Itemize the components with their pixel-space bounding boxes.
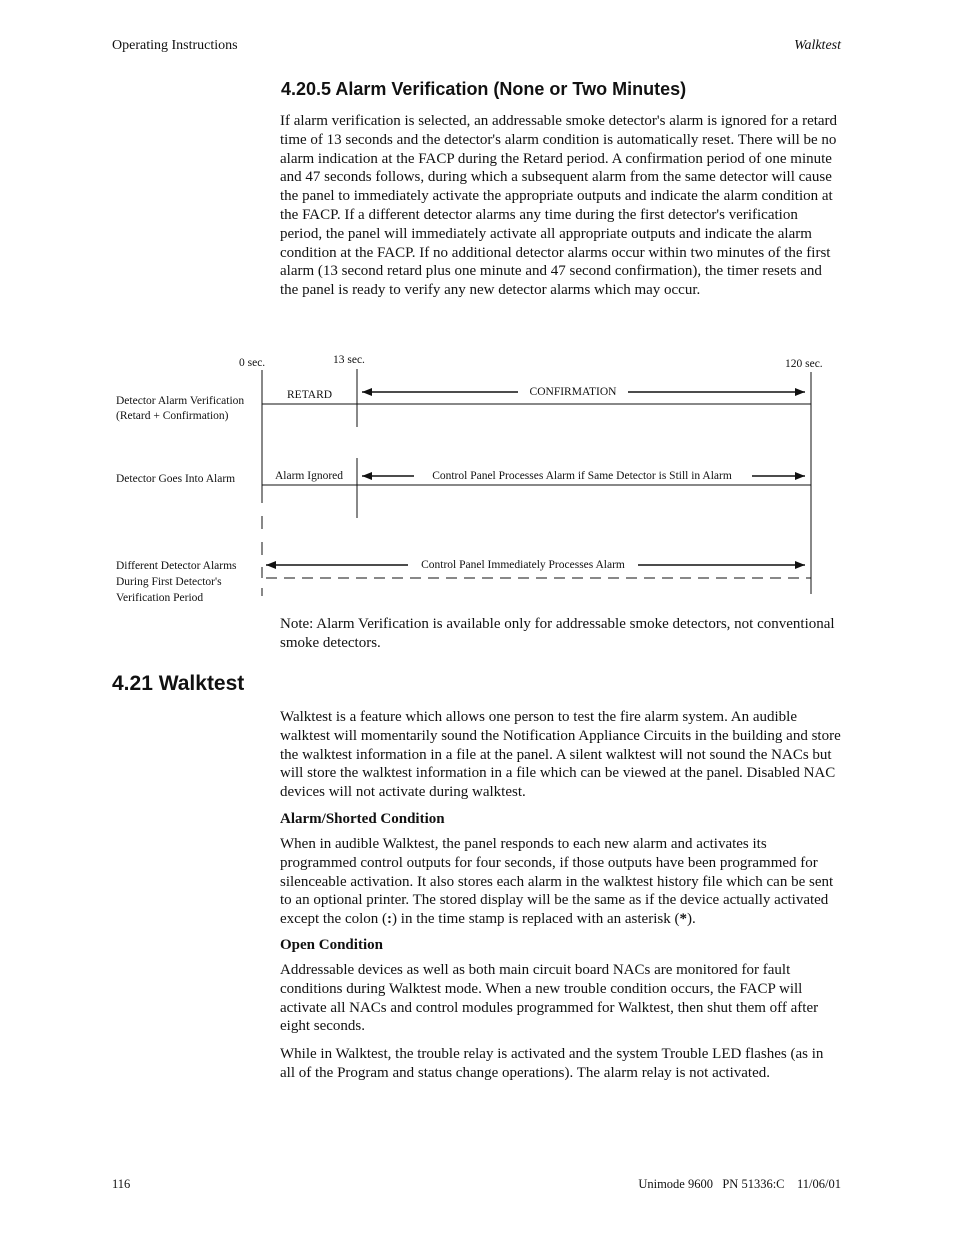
row2-label: Detector Goes Into Alarm [116, 473, 236, 485]
row3-label-line3: Verification Period [116, 592, 204, 604]
document-id: Unimode 9600 PN 51336:C 11/06/01 [638, 1177, 841, 1191]
row2-processes-label: Control Panel Processes Alarm if Same Detector is Still in Alarm [432, 470, 732, 482]
section-4-20-5-title: 4.20.5 Alarm Verification (None or Two Minutes) [281, 79, 687, 99]
row3-immediate-label: Control Panel Immediately Processes Alarm [421, 559, 625, 571]
section-4-20-5-body: If alarm verification is selected, an addressable smoke detector's alarm is ignored for a retard time of 13 seconds and the detector's alarm condition is automatically reset. There will be no alarm indication at the FACP during the Retard period. A confirmation period of one minute and 47 seconds follows, during which a subsequent alarm from the same detector will cause the panel to immediately activate the appropriate outputs and indicate the alarm condition at the FACP. If a different detector alarms any time during the first detector's verification period, the panel will immediately activate all appropriate outputs and indicate the alarm condition at the FACP. If no additional detector alarms occur within two minutes of the first alarm (13 second retard plus one minute and 47 second confirmation), the timer resets and the panel is ready to verify any new detector alarms which may occur. [280, 113, 838, 299]
row1-retard-label: RETARD [287, 389, 333, 401]
time-label-120: 120 sec. [785, 358, 823, 370]
alarm-shorted-heading: Alarm/Shorted Condition [280, 811, 445, 827]
time-label-0: 0 sec. [239, 357, 266, 369]
asterisk-symbol: * [679, 911, 687, 928]
row2-alarm-ignored-label: Alarm Ignored [275, 470, 344, 482]
open-condition-body-1: Addressable devices as well as both main circuit board NACs are monitored for fault conditions during Walktest mode. When a new trouble condition occurs, the FACP will activate all NACs and control modules programmed for Walktest, then shut them off after eight seconds. [280, 962, 819, 1035]
time-label-13: 13 sec. [333, 354, 365, 366]
row1-confirmation-label: CONFIRMATION [529, 386, 617, 398]
walktest-intro: Walktest is a feature which allows one person to test the fire alarm system. An audible walktest will momentarily sound the Notification Appliance Circuits in the building and store the walktest information in a file at the panel. A silent walktest will not sound the NACs but will store the walktest information in a file which can be viewed at the panel. Disabled NAC devices will not activate during walktest. [280, 709, 841, 801]
alarm-verification-diagram [0, 340, 954, 615]
row3-label-line1: Different Detector Alarms [116, 560, 237, 572]
alarm-body-text: ) in the time stamp is replaced with an asterisk ( [392, 911, 680, 928]
alarm-shorted-body [280, 835, 842, 929]
colon-symbol: : [387, 911, 393, 928]
open-condition-heading: Open Condition [280, 937, 383, 953]
alarm-body-text: When in audible Walktest, the panel responds to each new alarm and activates its programmed control outputs for four seconds, if those outputs have been programmed for silenceable activation. It also stores each alarm in the walktest history file which can be sent to an optional printer. The stored display will be the same as if the device actually activated except the colon ( [280, 836, 834, 928]
row1-label-line2: (Retard + Confirmation) [116, 410, 229, 422]
diagram-note: Note: Alarm Verification is available only for addressable smoke detectors, not conventional smoke detectors. [280, 616, 835, 651]
open-condition-body-2: While in Walktest, the trouble relay is activated and the system Trouble LED flashes (as in all of the Program and status change operations). The alarm relay is not activated. [280, 1046, 824, 1081]
header-left: Operating Instructions [112, 38, 238, 53]
alarm-body-text: ). [686, 911, 696, 928]
section-4-21-title: 4.21 Walktest [112, 672, 245, 695]
row3-label-line2: During First Detector's [116, 576, 222, 588]
page-number: 116 [112, 1177, 131, 1191]
row1-label-line1: Detector Alarm Verification [116, 395, 245, 407]
header-right: Walktest [794, 38, 841, 53]
